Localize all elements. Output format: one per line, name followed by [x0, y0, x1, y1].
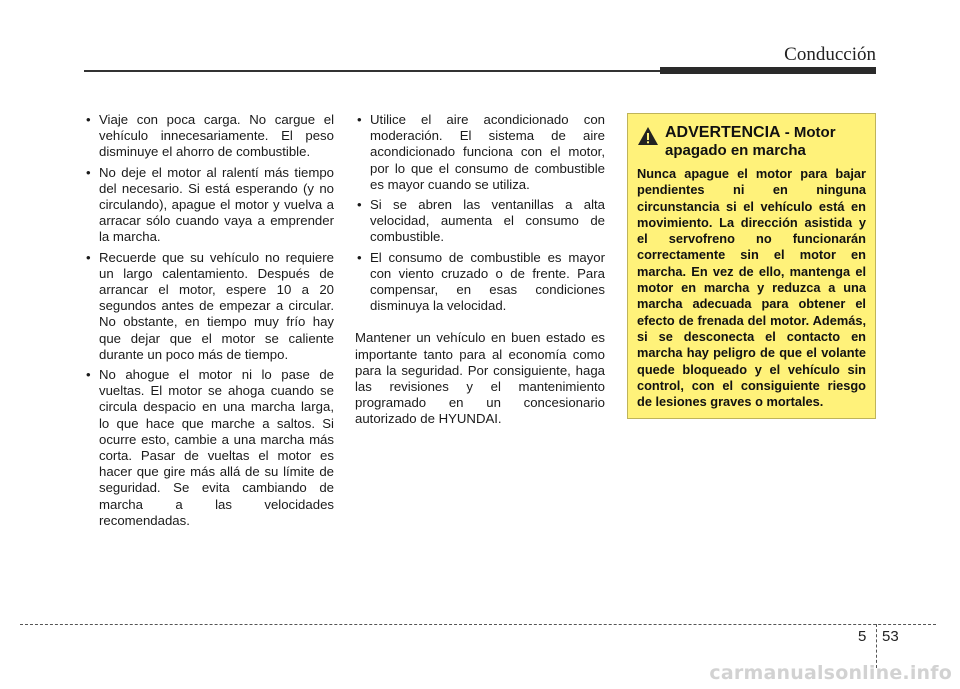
tips-list [355, 112, 605, 314]
middle-column [355, 112, 605, 428]
list-item: • No deje el motor al ralentí más tiempo del necesario. Si está esperando (y no circulando), apague el motor y vuelva a arracar sólo cuando vaya a emprender la marcha. [84, 165, 334, 246]
list-item: • Recuerde que su vehículo no requiere un largo calentamiento. Después de arrancar el motor, espere 10 a 20 segundos antes de empezar a circular. No obstante, en tiempo muy frío hay que dejar que el motor se caliente durante un poco más de tiempo. [84, 250, 334, 363]
list-item: • El consumo de combustible es mayor con viento cruzado o de frente. Para compensar, en esas condiciones disminuya la velocidad. [355, 250, 605, 315]
warning-box [627, 113, 876, 419]
left-column [84, 112, 334, 533]
chapter-number: 5 [858, 628, 867, 645]
section-title: Conducción [784, 44, 876, 65]
tips-list [84, 112, 334, 529]
header-rule [84, 70, 664, 72]
warning-title [665, 124, 866, 160]
warning-title-sub: - Motor apagado en marcha [665, 124, 836, 159]
list-item: • Si se abren las ventanillas a alta velocidad, aumenta el consumo de combustible. [355, 197, 605, 246]
page-number: 53 [882, 628, 899, 645]
warning-triangle-icon [637, 126, 659, 146]
watermark: carmanualsonline.info [709, 662, 952, 684]
list-item: • Viaje con poca carga. No cargue el vehículo innecesariamente. El peso disminuye el ahorro de combustible. [84, 112, 334, 161]
footer-rule [20, 624, 936, 625]
warning-title-main: ADVERTENCIA [665, 124, 781, 141]
list-item: • Utilice el aire acondicionado con moderación. El sistema de aire acondicionado funciona con el motor, por lo que el consumo de combustible es mayor cuando se utiliza. [355, 112, 605, 193]
list-item: • No ahogue el motor ni lo pase de vueltas. El motor se ahoga cuando se circula despacio en una marcha larga, lo que hace que marche a saltos. Si ocurre esto, cambie a una marcha más corta. Pasar de vueltas el motor es hacer que gire más allá de su límite de seguridad. Se evita cambiando de marcha a las velocidades recomendadas. [84, 367, 334, 529]
warning-body: Nunca apague el motor para bajar pendientes ni en ninguna circunstancia si el vehículo está en movimiento. La dirección asistida y el servofreno no funcionarán correctamente sin el motor en marcha. En vez de ello, mantenga el motor en marcha y reduzca a una marcha adecuada para obtener el efecto de frenada del motor. Además, si se desconecta el contacto en marcha hay peligro de que el volante quede bloqueado y el vehículo sin control, con el consiguiente riesgo de lesiones graves o mortales. [637, 166, 866, 410]
warning-header [637, 124, 866, 160]
maintenance-paragraph: Mantener un vehículo en buen estado es importante tanto para al economía como para la seguridad. Por consiguiente, haga las revisiones y el mantenimiento programado en un concesionario autorizado de HYUNDAI. [355, 330, 605, 427]
header-rule-accent [660, 67, 876, 74]
